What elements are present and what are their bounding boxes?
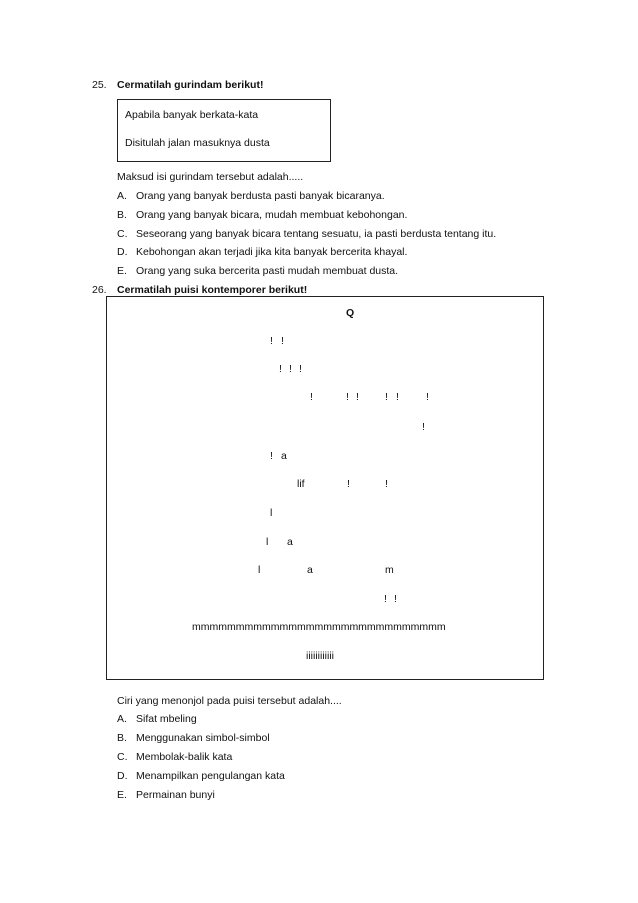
q26-instruction: Cermatilah puisi kontemporer berikut! (117, 284, 308, 296)
poem-token: a (281, 450, 287, 462)
poem-token: iiiiiiiiiiii (306, 650, 334, 662)
q26-question: Ciri yang menonjol pada puisi tersebut adalah.... (117, 695, 342, 707)
q25-option-c-text: Seseorang yang banyak bicara tentang sesuatu, ia pasti berdusta tentang itu. (136, 228, 497, 240)
poem-token: ! (396, 391, 399, 403)
gurindam-line-2: Disitulah jalan masuknya dusta (125, 137, 270, 149)
q26-option-b-text: Menggunakan simbol-simbol (136, 732, 270, 744)
poem-token: ! (270, 335, 273, 347)
q25-option-e-letter: E. (117, 265, 127, 277)
q25-number: 25. (92, 79, 107, 91)
poem-token: ! (299, 363, 302, 375)
poem-token: l (266, 536, 269, 548)
q26-option-e-letter: E. (117, 789, 127, 801)
q26-number: 26. (92, 284, 107, 296)
q25-option-b-text: Orang yang banyak bicara, mudah membuat kebohongan. (136, 209, 408, 221)
q26-option-c-text: Membolak-balik kata (136, 751, 233, 763)
q26-option-a-letter: A. (117, 713, 127, 725)
q25-option-a-letter: A. (117, 190, 127, 202)
poem-token: l (270, 507, 273, 519)
poem-token: a (307, 564, 313, 576)
poem-token: ! (384, 593, 387, 605)
gurindam-line-1: Apabila banyak berkata-kata (125, 109, 259, 121)
q25-option-d-text: Kebohongan akan terjadi jika kita banyak bercerita khayal. (136, 246, 408, 258)
q26-option-c-letter: C. (117, 751, 128, 763)
poem-token: ! (394, 593, 397, 605)
poem-token: lif (297, 478, 305, 490)
poem-token: ! (279, 363, 282, 375)
poem-token: ! (270, 450, 273, 462)
q26-option-d-text: Menampilkan pengulangan kata (136, 770, 285, 782)
poem-token: mmmmmmmmmmmmmmmmmmmmmmmmmmmmm (192, 621, 446, 633)
poem-token: ! (346, 391, 349, 403)
poem-token: ! (347, 478, 350, 490)
q25-option-a-text: Orang yang banyak berdusta pasti banyak bicaranya. (136, 190, 385, 202)
poem-token: ! (310, 391, 313, 403)
q26-option-d-letter: D. (117, 770, 128, 782)
poem-token: ! (281, 335, 284, 347)
poem-token: ! (385, 391, 388, 403)
q25-question: Maksud isi gurindam tersebut adalah..... (117, 171, 304, 183)
poem-token: ! (356, 391, 359, 403)
poem-token: a (287, 536, 293, 548)
q26-option-a-text: Sifat mbeling (136, 713, 197, 725)
poem-token: l (258, 564, 261, 576)
q25-option-c-letter: C. (117, 228, 128, 240)
q25-instruction: Cermatilah gurindam berikut! (117, 79, 264, 91)
poem-token: ! (289, 363, 292, 375)
q25-option-b-letter: B. (117, 209, 127, 221)
poem-token: ! (426, 391, 429, 403)
poem-token: m (385, 564, 394, 576)
q25-option-d-letter: D. (117, 246, 128, 258)
poem-token: ! (422, 421, 425, 433)
poem-token: ! (385, 478, 388, 490)
q26-option-b-letter: B. (117, 732, 127, 744)
gurindam-box (117, 99, 331, 162)
q25-option-e-text: Orang yang suka bercerita pasti mudah membuat dusta. (136, 265, 399, 277)
q26-option-e-text: Permainan bunyi (136, 789, 215, 801)
poem-title: Q (346, 307, 355, 319)
